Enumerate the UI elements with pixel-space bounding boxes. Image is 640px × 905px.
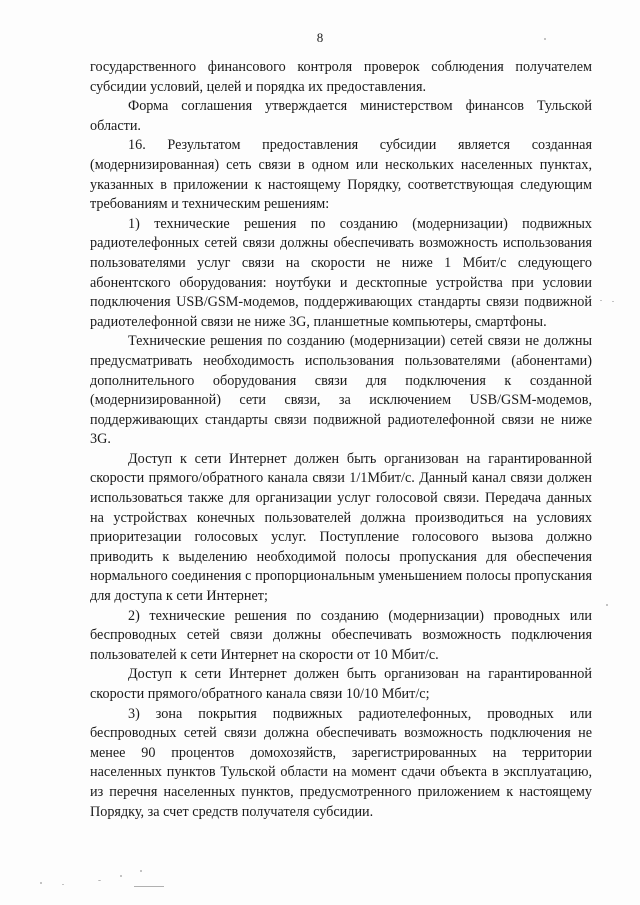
scan-speck: [98, 880, 101, 881]
scan-speck: [600, 300, 602, 301]
page-number: 8: [316, 30, 324, 45]
paragraph-internet-access-10mbit: Доступ к сети Интернет должен быть организован на гарантированной скорости прямого/обратного канала связи 10/10 Мбит/с;: [90, 666, 592, 702]
paragraph-agreement-form: Форма соглашения утверждается министерством финансов Тульской области.: [90, 98, 592, 134]
scan-speck: [40, 882, 42, 884]
paragraph-item-1: 1) технические решения по созданию (модернизации) подвижных радиотелефонных сетей связи должны обеспечивать возможность использования пользователями услуг связи на скорости не ниже 1 Мбит/с следующего абонентского оборудования: ноутбуки и десктопные устройства при условии подключения USB/GSM-модемов, поддерживающих стандарты связи подвижной радиотелефонной связи не ниже 3G, планшетные компьютеры, смартфоны.: [90, 215, 592, 330]
scan-speck: [120, 875, 122, 877]
paragraph-item-3: 3) зона покрытия подвижных радиотелефонных, проводных или беспроводных сетей связи должна обеспечивать возможность подключения не менее 90 процентов домохозяйств, зарегистрированных на территории населенных пунктов Тульской области на момент сдачи объекта в эксплуатацию, из перечня населенных пунктов, предусмотренного приложением к настоящему Порядку, за счет средств получателя субсидии.: [90, 705, 592, 820]
paragraph-internet-access-1mbit: Доступ к сети Интернет должен быть организован на гарантированной скорости прямого/обратного канала связи 1/1Мбит/с. Данный канал связи должен использоваться также для организации услуг голосовой связи. Передача данных на устройствах конечных пользователей должна производиться на условиях приоритезации голосовых услуг. Поступление голосового вызова должно приводить к выделению необходимой полосы пропускания для обеспечения нормального соединения с пропорциональным уменьшением полосы пропускания для доступа к сети Интернет;: [90, 450, 592, 605]
scan-speck: [62, 884, 64, 885]
paragraph-continuation: государственного финансового контроля проверок соблюдения получателем субсидии условий, целей и порядка их предоставления.: [90, 59, 592, 95]
scan-speck: [140, 870, 142, 872]
paragraph-clause-16: 16. Результатом предоставления субсидии является созданная (модернизированная) сеть связи в одном или нескольких населенных пунктах, указанных в приложении к настоящему Порядку, соответствующая следующим требованиям и техническим решениям:: [90, 137, 592, 213]
scan-speck: [606, 604, 608, 606]
document-body: [90, 58, 592, 822]
scan-speck: [134, 886, 164, 887]
scan-speck: [612, 301, 614, 302]
paragraph-item-2: 2) технические решения по созданию (модернизации) проводных или беспроводных сетей связи должны обеспечивать возможность подключения пользователей к сети Интернет на скорости от 10 Мбит/с.: [90, 607, 592, 663]
paragraph-technical-solutions: Технические решения по созданию (модернизации) сетей связи не должны предусматривать необходимость использования пользователями (абонентами) дополнительного оборудования связи для подключения к созданной (модернизированной) сети связи, за исключением USB/GSM-модемов, поддерживающих стандарты связи подвижной радиотелефонной связи не ниже 3G.: [90, 333, 592, 448]
scan-speck: [544, 38, 546, 40]
